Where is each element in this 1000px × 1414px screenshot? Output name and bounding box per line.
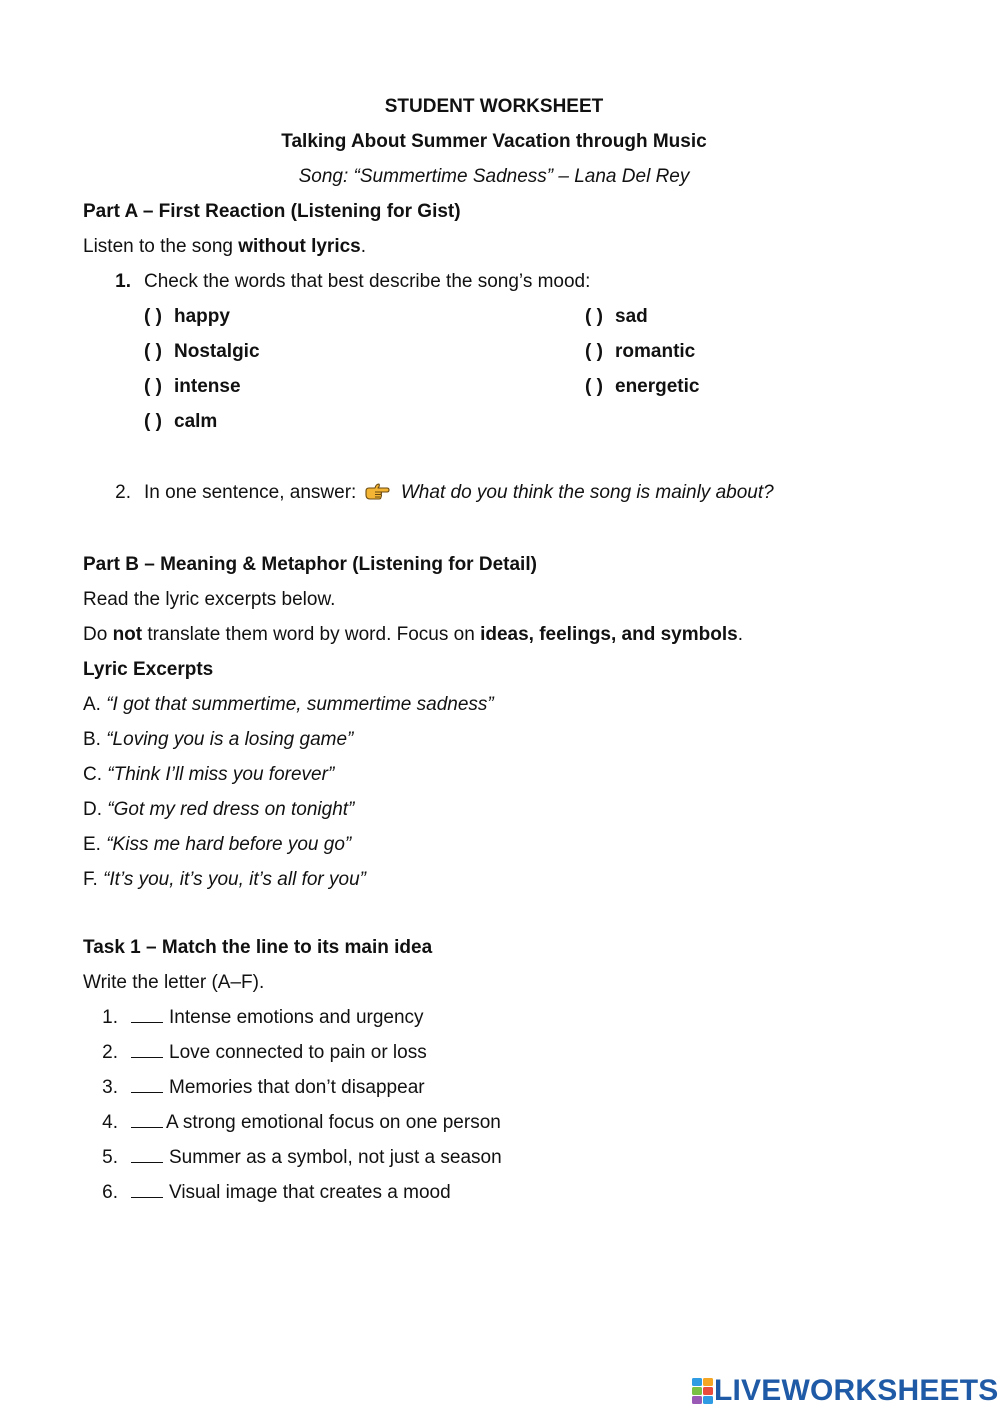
excerpt-letter: C. (83, 764, 102, 785)
answer-blank[interactable] (131, 1041, 163, 1058)
match-item-3 (131, 1076, 425, 1100)
logo-text: LIVEWORKSHEETS (714, 1374, 999, 1407)
part-a-heading: Part A – First Reaction (Listening for Gist) (83, 201, 461, 222)
mood-option-intense[interactable] (144, 375, 241, 399)
option-label: Nostalgic (174, 341, 260, 362)
answer-blank[interactable] (131, 1006, 163, 1023)
match-item-4 (131, 1111, 501, 1135)
text-segment: translate them word by word. Focus on (142, 624, 481, 645)
match-item-number: 6. (102, 1182, 118, 1203)
task-1-heading: Task 1 – Match the line to its main idea (83, 937, 433, 958)
part-b-line-2 (83, 623, 743, 647)
match-item-5 (131, 1146, 502, 1170)
checkbox-paren[interactable]: ( ) (585, 341, 603, 362)
match-item-number: 1. (102, 1007, 118, 1028)
text-emphasis: not (112, 624, 143, 645)
checkbox-paren[interactable]: ( ) (144, 306, 162, 327)
instruction-text: Listen to the song (83, 236, 239, 257)
match-item-text: Summer as a symbol, not just a season (169, 1147, 502, 1168)
excerpt-letter: E. (83, 834, 101, 855)
excerpt-letter: D. (83, 799, 102, 820)
instruction-emphasis: without lyrics (238, 236, 361, 257)
question-2-prompt: What do you think the song is mainly about? (400, 482, 774, 503)
task-1-instruction: Write the letter (A–F). (83, 972, 265, 993)
mood-option-romantic[interactable] (585, 340, 695, 364)
excerpt-text: “Got my red dress on tonight” (107, 799, 355, 820)
text-segment: . (737, 624, 743, 645)
lyric-excerpt-c (83, 763, 334, 787)
worksheet-subtitle: Talking About Summer Vacation through Music (281, 131, 707, 152)
checkbox-paren[interactable]: ( ) (144, 341, 162, 362)
instruction-end: . (360, 236, 367, 257)
lyric-excerpt-d (83, 798, 354, 822)
excerpt-text: “It’s you, it’s you, it’s all for you” (103, 869, 367, 890)
option-label: romantic (615, 341, 696, 362)
excerpt-text: “Kiss me hard before you go” (106, 834, 352, 855)
question-1-text: Check the words that best describe the song’s mood: (144, 271, 591, 292)
match-item-1 (131, 1006, 424, 1030)
match-item-text: A strong emotional focus on one person (166, 1112, 501, 1133)
answer-blank[interactable] (131, 1076, 163, 1093)
mood-option-nostalgic[interactable] (144, 340, 260, 364)
question-2 (144, 481, 774, 509)
match-item-text: Intense emotions and urgency (169, 1007, 424, 1028)
checkbox-paren[interactable]: ( ) (144, 376, 162, 397)
option-label: energetic (615, 376, 700, 397)
lyric-excerpt-f (83, 868, 366, 892)
match-item-number: 5. (102, 1147, 118, 1168)
option-label: intense (174, 376, 241, 397)
checkbox-paren[interactable]: ( ) (585, 376, 603, 397)
match-item-number: 4. (102, 1112, 118, 1133)
lyric-excerpt-b (83, 728, 353, 752)
match-item-number: 3. (102, 1077, 118, 1098)
match-item-text: Visual image that creates a mood (169, 1182, 451, 1203)
liveworksheets-logo-icon (692, 1378, 714, 1404)
answer-blank[interactable] (131, 1146, 163, 1163)
part-a-instruction (83, 235, 366, 259)
match-item-6 (131, 1181, 451, 1205)
question-1-number: 1. (115, 271, 131, 292)
song-line: Song: “Summertime Sadness” – Lana Del Rey (298, 166, 690, 187)
text-segment: Do (83, 624, 113, 645)
worksheet-title: STUDENT WORKSHEET (384, 96, 604, 117)
part-b-line-1: Read the lyric excerpts below. (83, 589, 336, 610)
lyric-excerpts-heading: Lyric Excerpts (83, 659, 214, 680)
question-2-number: 2. (115, 482, 131, 503)
pointing-hand-icon (364, 482, 390, 509)
question-2-text: In one sentence, answer: (144, 482, 357, 503)
liveworksheets-logo[interactable] (692, 1376, 999, 1406)
option-label: happy (174, 306, 230, 327)
match-item-text: Love connected to pain or loss (169, 1042, 427, 1063)
excerpt-letter: A. (83, 694, 101, 715)
excerpt-text: “I got that summertime, summertime sadness” (106, 694, 494, 715)
part-b-heading: Part B – Meaning & Metaphor (Listening for Detail) (83, 554, 537, 575)
excerpt-letter: F. (83, 869, 98, 890)
text-emphasis: ideas, feelings, and symbols (480, 624, 738, 645)
answer-blank[interactable] (131, 1111, 163, 1128)
lyric-excerpt-e (83, 833, 351, 857)
excerpt-text: “Loving you is a losing game” (106, 729, 354, 750)
match-item-number: 2. (102, 1042, 118, 1063)
checkbox-paren[interactable]: ( ) (585, 306, 603, 327)
mood-option-energetic[interactable] (585, 375, 699, 399)
excerpt-letter: B. (83, 729, 101, 750)
mood-option-calm[interactable] (144, 410, 217, 434)
option-label: sad (615, 306, 648, 327)
lyric-excerpt-a (83, 693, 494, 717)
mood-option-sad[interactable] (585, 305, 648, 329)
match-item-text: Memories that don’t disappear (169, 1077, 425, 1098)
checkbox-paren[interactable]: ( ) (144, 411, 162, 432)
match-item-2 (131, 1041, 427, 1065)
option-label: calm (174, 411, 218, 432)
mood-option-happy[interactable] (144, 305, 230, 329)
answer-blank[interactable] (131, 1181, 163, 1198)
excerpt-text: “Think I’ll miss you forever” (107, 764, 335, 785)
